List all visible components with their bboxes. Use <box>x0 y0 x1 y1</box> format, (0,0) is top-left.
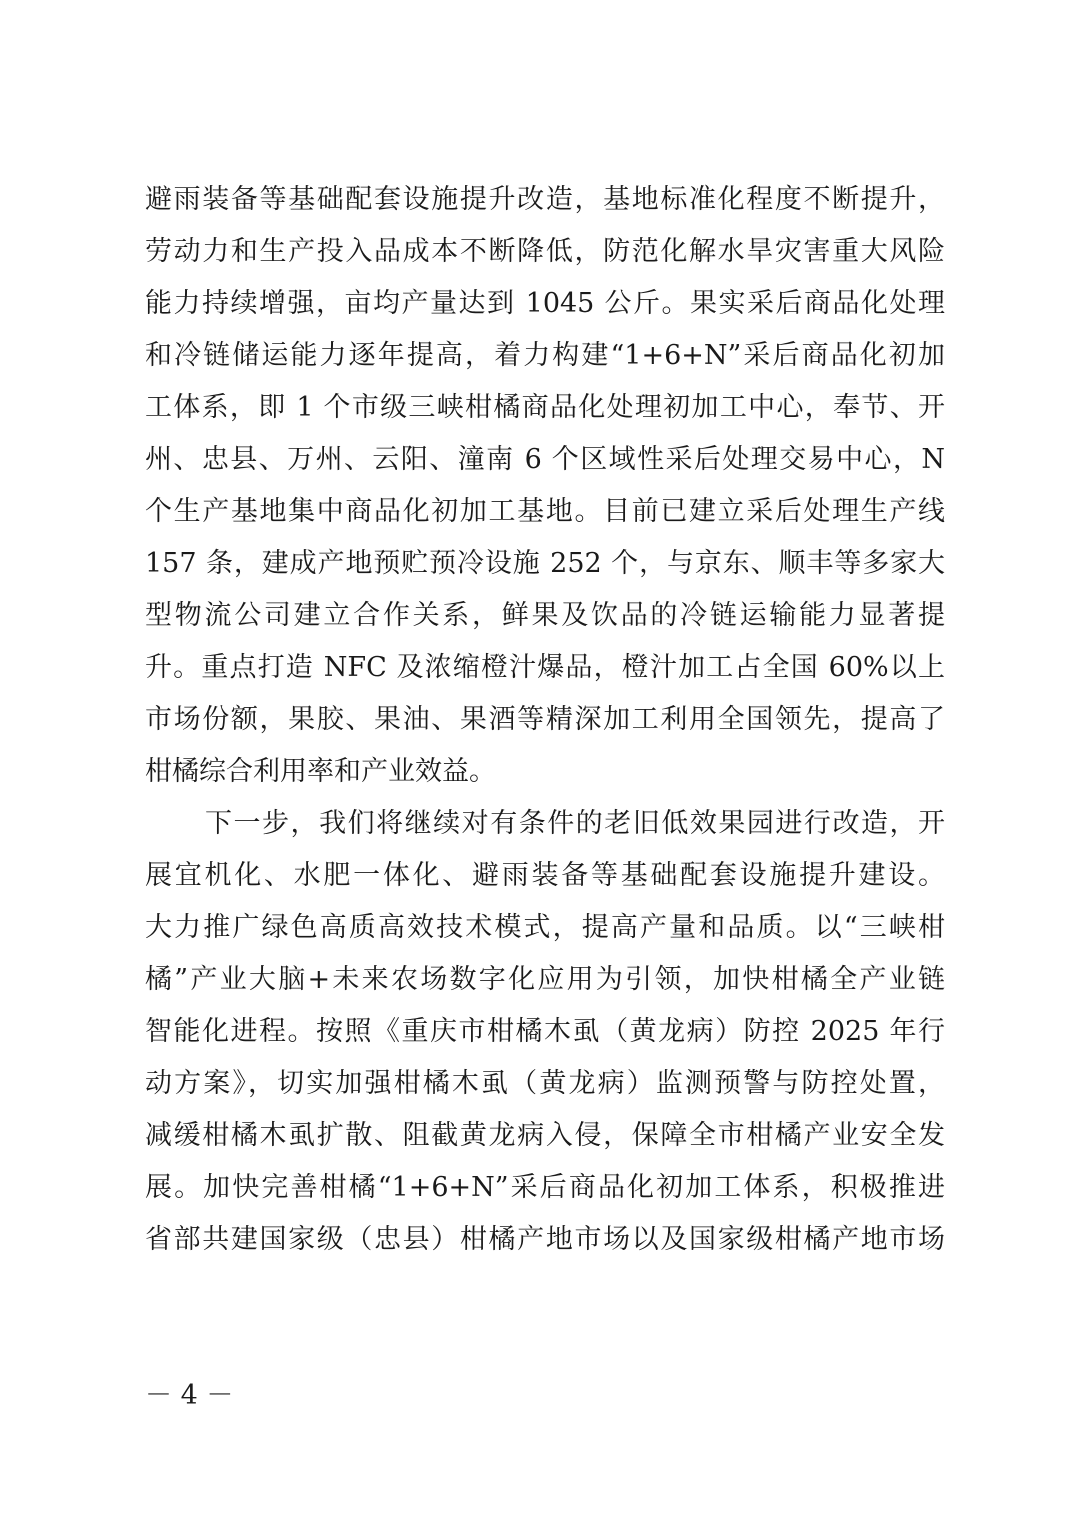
paragraph-line: 型物流公司建立合作关系，鲜果及饮品的冷链运输能力显著提 <box>145 600 945 631</box>
page-number: － 4 － <box>145 1380 234 1411</box>
paragraph-line: 省部共建国家级（忠县）柑橘产地市场以及国家级柑橘产地市场 <box>145 1224 945 1255</box>
paragraph-line: 劳动力和生产投入品成本不断降低，防范化解水旱灾害重大风险 <box>145 236 945 267</box>
paragraph-line: 减缓柑橘木虱扩散、阻截黄龙病入侵，保障全市柑橘产业安全发 <box>145 1120 945 1151</box>
paragraph-line: 展宜机化、水肥一体化、避雨装备等基础配套设施提升建设。 <box>145 860 945 891</box>
paragraph-line: 能力持续增强，亩均产量达到 1045 公斤。果实采后商品化处理 <box>145 288 945 319</box>
paragraph-line: 柑橘综合利用率和产业效益。 <box>145 756 496 787</box>
paragraph-line: 州、忠县、万州、云阳、潼南 6 个区域性采后处理交易中心，N <box>145 444 945 475</box>
paragraph-line: 动方案》，切实加强柑橘木虱（黄龙病）监测预警与防控处置， <box>145 1068 945 1099</box>
paragraph-line: 智能化进程。按照《重庆市柑橘木虱（黄龙病）防控 2025 年行 <box>145 1016 945 1047</box>
paragraph-line: 展。加快完善柑橘“1+6+N”采后商品化初加工体系，积极推进 <box>145 1172 945 1203</box>
paragraph-line: 橘”产业大脑+未来农场数字化应用为引领，加快柑橘全产业链 <box>145 964 945 995</box>
paragraph-line: 大力推广绿色高质高效技术模式，提高产量和品质。以“三峡柑 <box>145 912 945 943</box>
body-text <box>145 174 945 1266</box>
paragraph-line: 市场份额，果胶、果油、果酒等精深加工利用全国领先，提高了 <box>145 704 945 735</box>
paragraph-line: 工体系，即 1 个市级三峡柑橘商品化处理初加工中心，奉节、开 <box>145 392 945 423</box>
paragraph-line: 避雨装备等基础配套设施提升改造，基地标准化程度不断提升， <box>145 184 945 215</box>
paragraph-line: 升。重点打造 NFC 及浓缩橙汁爆品，橙汁加工占全国 60%以上 <box>145 652 945 683</box>
paragraph-line: 下一步，我们将继续对有条件的老旧低效果园进行改造，开 <box>205 808 945 839</box>
paragraph-line: 157 条，建成产地预贮预冷设施 252 个，与京东、顺丰等多家大 <box>145 548 945 579</box>
paragraph-line: 个生产基地集中商品化初加工基地。目前已建立采后处理生产线 <box>145 496 945 527</box>
paragraph-line: 和冷链储运能力逐年提高，着力构建“1+6+N”采后商品化初加 <box>145 340 945 371</box>
